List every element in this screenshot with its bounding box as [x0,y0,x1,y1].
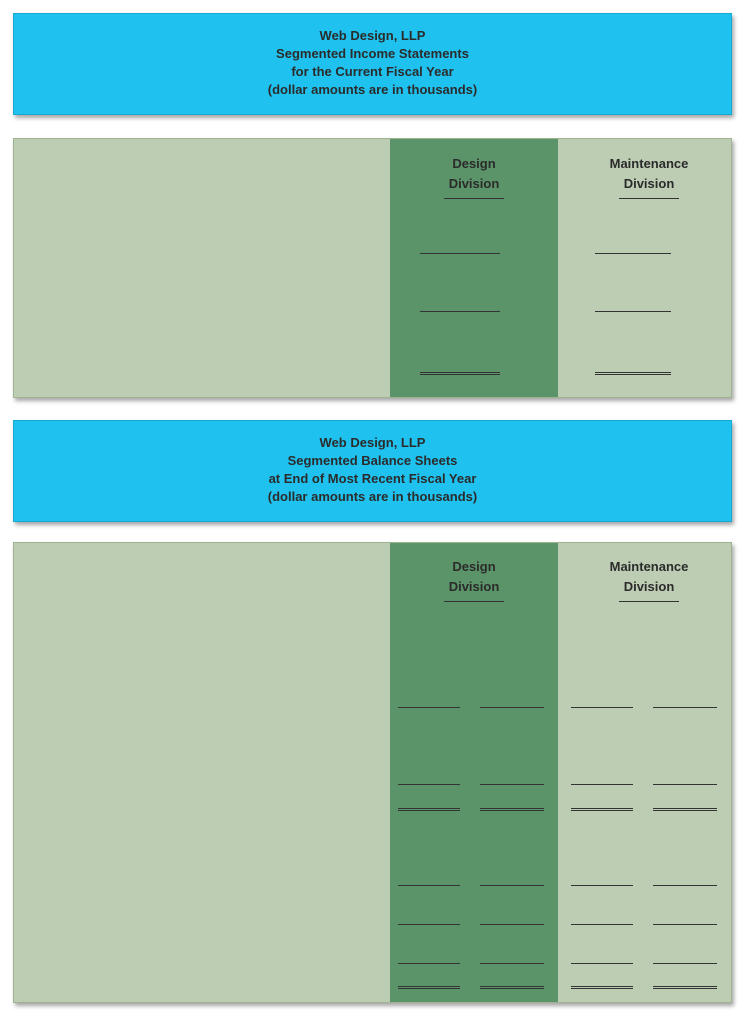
balance-liab-subtotal-rule [480,885,544,886]
balance-period: at End of Most Recent Fiscal Year [268,471,477,486]
income-company-name: Web Design, LLP [319,28,426,43]
balance-liab-subtotal-rule [398,963,460,964]
balance-subtotal-rule [480,784,544,785]
income-maint-subtotal-rule [595,311,671,312]
balance-liab-subtotal-rule [653,885,717,886]
balance-subtotal-rule [653,707,717,708]
balance-liab-total-double-rule [653,967,717,989]
balance-total-double-rule [480,789,544,811]
income-period: for the Current Fiscal Year [291,64,454,79]
balance-liab-subtotal-rule [480,963,544,964]
balance-subtotal-rule [571,784,633,785]
balance-subtotal-rule [653,784,717,785]
balance-liab-subtotal-rule [398,924,460,925]
balance-liab-total-double-rule [571,967,633,989]
balance-maint-heading-1: Maintenance [609,559,689,574]
income-title: Segmented Income Statements [276,46,469,61]
income-design-heading-1: Design [452,156,496,171]
balance-design-heading-rule [444,601,504,602]
balance-liab-subtotal-rule [653,963,717,964]
balance-total-double-rule [653,789,717,811]
balance-note: (dollar amounts are in thousands) [267,489,478,504]
balance-subtotal-rule [398,784,460,785]
income-note: (dollar amounts are in thousands) [267,82,478,97]
balance-subtotal-rule [398,707,460,708]
balance-liab-subtotal-rule [571,885,633,886]
balance-total-double-rule [571,789,633,811]
income-design-heading-rule [444,198,504,199]
income-design-double-rule [420,353,500,375]
design-division-column [390,543,558,1002]
income-maint-heading-rule [619,198,679,199]
balance-total-double-rule [398,789,460,811]
balance-maint-heading-rule [619,601,679,602]
income-design-subtotal-rule [420,311,500,312]
balance-sheet-panel [13,542,732,1003]
balance-company-name: Web Design, LLP [319,435,426,450]
balance-design-heading-2: Division [448,579,500,594]
income-maint-subtotal-rule [595,253,671,254]
balance-maint-heading-2: Division [623,579,675,594]
balance-liab-subtotal-rule [653,924,717,925]
balance-liab-subtotal-rule [480,924,544,925]
balance-title: Segmented Balance Sheets [287,453,458,468]
balance-liab-total-double-rule [480,967,544,989]
balance-design-heading-1: Design [452,559,496,574]
balance-sheet-header [13,420,732,522]
income-statement-panel [13,138,732,398]
income-design-subtotal-rule [420,253,500,254]
balance-subtotal-rule [571,707,633,708]
balance-subtotal-rule [480,707,544,708]
income-statement-header [13,13,732,115]
balance-liab-total-double-rule [398,967,460,989]
income-maint-heading-1: Maintenance [609,156,689,171]
balance-liab-subtotal-rule [398,885,460,886]
income-design-heading-2: Division [448,176,500,191]
balance-liab-subtotal-rule [571,924,633,925]
balance-liab-subtotal-rule [571,963,633,964]
income-maint-heading-2: Division [623,176,675,191]
income-maint-double-rule [595,353,671,375]
